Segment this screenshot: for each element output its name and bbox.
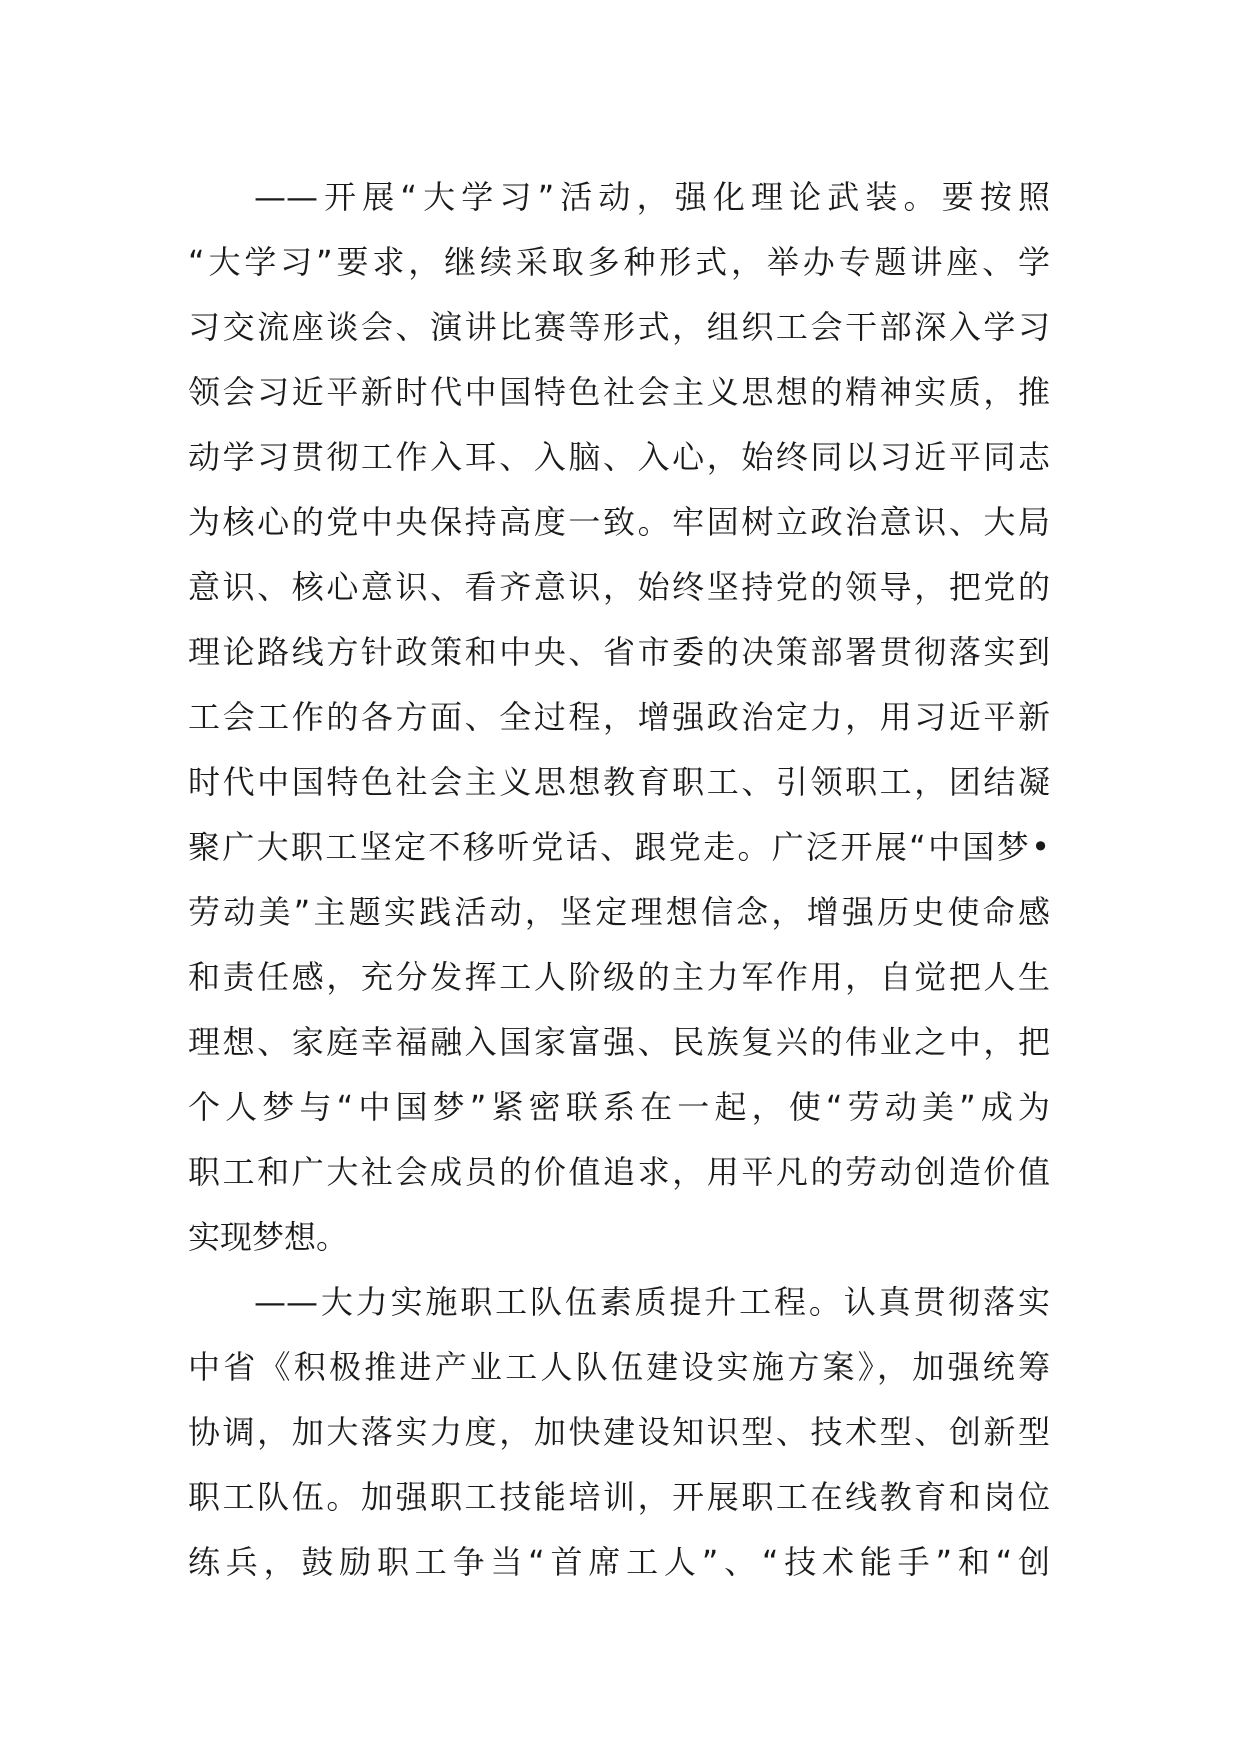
text-line: 工会工作的各方面、全过程，增强政治定力，用习近平新 bbox=[188, 698, 1050, 736]
text-line: 聚广大职工坚定不移听党话、跟党走。广泛开展“中国梦• bbox=[188, 828, 1050, 866]
paragraph-workforce-quality bbox=[188, 1270, 1050, 1595]
text-line: 协调，加大落实力度，加快建设知识型、技术型、创新型 bbox=[188, 1413, 1050, 1451]
text-line: 习交流座谈会、演讲比赛等形式，组织工会干部深入学习 bbox=[188, 308, 1050, 346]
text-line: 领会习近平新时代中国特色社会主义思想的精神实质，推 bbox=[188, 373, 1050, 411]
paragraph-study-campaign bbox=[188, 165, 1050, 1270]
text-line: 职工和广大社会成员的价值追求，用平凡的劳动创造价值 bbox=[188, 1153, 1050, 1191]
text-line: 时代中国特色社会主义思想教育职工、引领职工，团结凝 bbox=[188, 763, 1050, 801]
text-line: 动学习贯彻工作入耳、入脑、入心，始终同以习近平同志 bbox=[188, 438, 1050, 476]
text-line: 理想、家庭幸福融入国家富强、民族复兴的伟业之中，把 bbox=[188, 1023, 1050, 1061]
document-body bbox=[188, 165, 1050, 1595]
text-line: 职工队伍。加强职工技能培训，开展职工在线教育和岗位 bbox=[188, 1478, 1050, 1516]
text-line: 练兵，鼓励职工争当“首席工人”、“技术能手”和“创 bbox=[188, 1543, 1050, 1581]
text-line: 个人梦与“中国梦”紧密联系在一起，使“劳动美”成为 bbox=[188, 1088, 1050, 1126]
text-line: ——开展“大学习”活动，强化理论武装。要按照 bbox=[254, 178, 1050, 216]
text-line: 和责任感，充分发挥工人阶级的主力军作用，自觉把人生 bbox=[188, 958, 1050, 996]
text-line: 理论路线方针政策和中央、省市委的决策部署贯彻落实到 bbox=[188, 633, 1050, 671]
text-line: 劳动美”主题实践活动，坚定理想信念，增强历史使命感 bbox=[188, 893, 1050, 931]
text-line: 中省《积极推进产业工人队伍建设实施方案》，加强统筹 bbox=[188, 1348, 1050, 1386]
text-line: ——大力实施职工队伍素质提升工程。认真贯彻落实 bbox=[254, 1283, 1050, 1321]
text-line: “大学习”要求，继续采取多种形式，举办专题讲座、学 bbox=[188, 243, 1050, 281]
text-line: 意识、核心意识、看齐意识，始终坚持党的领导，把党的 bbox=[188, 568, 1050, 606]
text-line: 实现梦想。 bbox=[188, 1218, 349, 1256]
text-line: 为核心的党中央保持高度一致。牢固树立政治意识、大局 bbox=[188, 503, 1050, 541]
